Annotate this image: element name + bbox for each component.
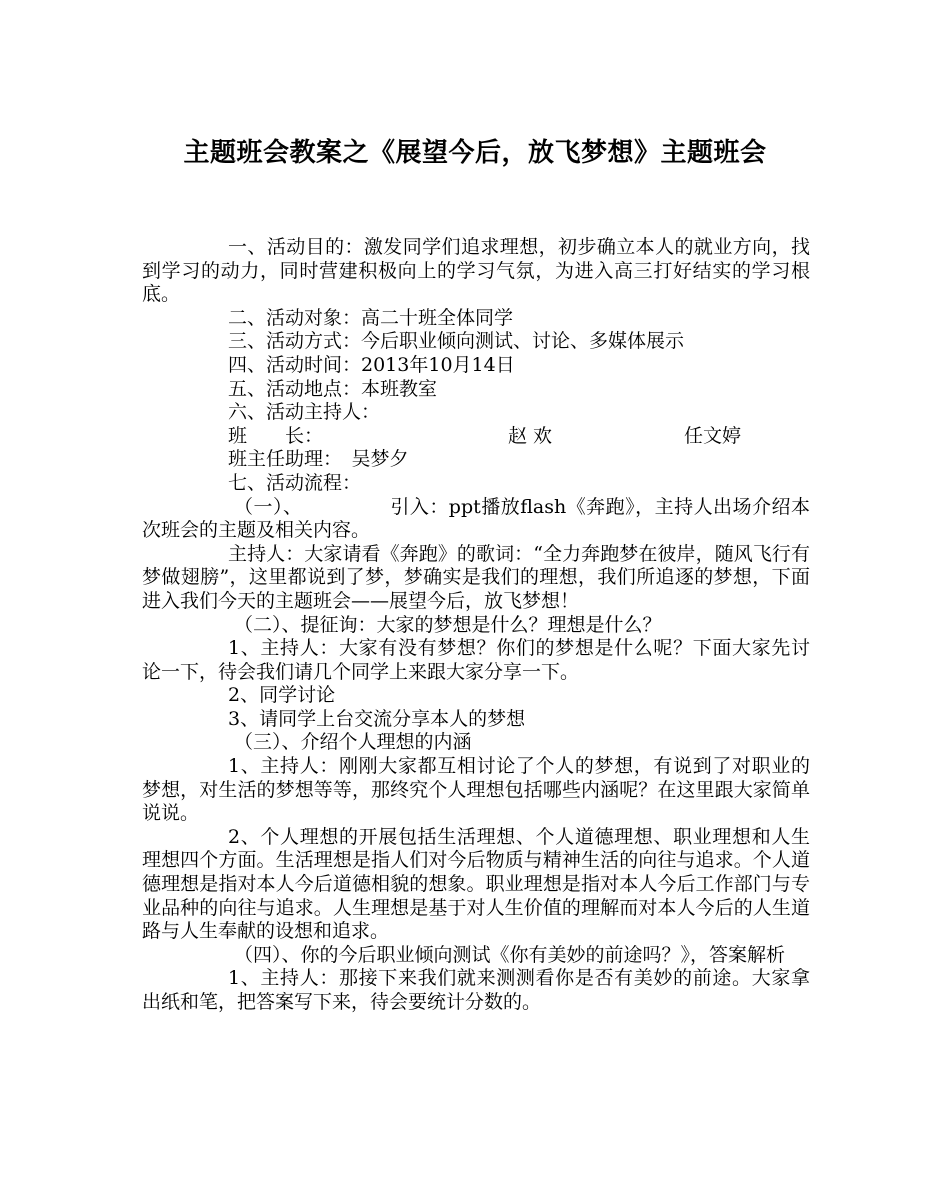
paragraph-activity-flow: 七、活动流程： <box>228 471 362 494</box>
paragraph-activity-target: 二、活动对象：高二十班全体同学 <box>228 306 514 329</box>
host-name-2: 任文婷 <box>684 424 742 447</box>
document-title: 主题班会教案之《展望今后，放飞梦想》主题班会 <box>183 138 767 168</box>
paragraph-activity-location: 五、活动地点：本班教室 <box>228 377 438 400</box>
paragraph-step-2-2: 2、同学讨论 <box>228 684 336 707</box>
paragraph-activity-hosts: 六、活动主持人： <box>228 401 381 424</box>
paragraph-step-4: （四）、你的今后职业倾向测试《你有美妙的前途吗？》，答案解析 <box>234 943 786 966</box>
paragraph-step-1: （一）、 引入：ppt播放flash《奔跑》，主持人出场介绍本次班会的主题及相关内容。 <box>142 495 810 542</box>
host-label: 班 长： <box>228 424 324 447</box>
paragraph-step-3-2: 2、个人理想的开展包括生活理想、个人道德理想、职业理想和人生理想四个方面。生活理想是指人们对今后物质与精神生活的向往与追求。个人道德理想是指对本人今后道德相貌的想象。职业理想是指对本人今后工作部门与专业品种的向往与追求。人生理想是基于对人生价值的理解而对本人今后的人生道路与人生奉献的设想和追求。 <box>142 825 810 943</box>
paragraph-step-2: （二）、提征询：大家的梦想是什么？理想是什么？ <box>234 613 662 636</box>
paragraph-step-2-1: 1、主持人：大家有没有梦想？你们的梦想是什么呢？下面大家先讨论一下，待会我们请几个同学上来跟大家分享一下。 <box>142 637 810 683</box>
host-row <box>142 425 810 449</box>
paragraph-step-3-1: 1、主持人：刚刚大家都互相讨论了个人的梦想，有说到了对职业的梦想，对生活的梦想等等，那终究个人理想包括哪些内涵呢？在这里跟大家简单说说。 <box>142 755 810 825</box>
paragraph-activity-time: 四、活动时间：2013年10月14日 <box>228 353 515 376</box>
paragraph-assistant: 班主任助理： 吴梦夕 <box>228 448 409 471</box>
document-body <box>142 236 810 1015</box>
paragraph-activity-method: 三、活动方式：今后职业倾向测试、讨论、多媒体展示 <box>228 330 685 353</box>
paragraph-host-intro: 主持人：大家请看《奔跑》的歌词：“全力奔跑梦在彼岸，随风飞行有梦做翅膀”，这里都说到了梦，梦确实是我们的理想，我们所追逐的梦想，下面进入我们今天的主题班会——展望今后，放飞梦想！ <box>142 542 810 612</box>
paragraph-step-4-1: 1、主持人：那接下来我们就来测测看你是否有美妙的前途。大家拿出纸和笔，把答案写下来，待会要统计分数的。 <box>142 967 810 1013</box>
paragraph-step-3: （三）、介绍个人理想的内涵 <box>234 731 472 754</box>
host-name-1: 赵 欢 <box>508 424 553 447</box>
paragraph-activity-purpose: 一、活动目的：激发同学们追求理想，初步确立本人的就业方向，找到学习的动力，同时营建积极向上的学习气氛，为进入高三打好结实的学习根底。 <box>142 236 810 306</box>
paragraph-step-2-3: 3、请同学上台交流分享本人的梦想 <box>228 707 526 730</box>
